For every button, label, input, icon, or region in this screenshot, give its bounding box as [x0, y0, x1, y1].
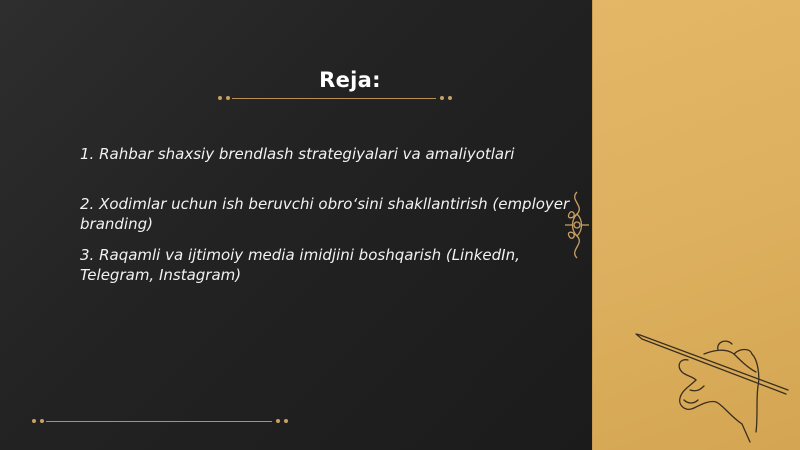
bottom-rule [46, 421, 272, 422]
list-item: 3. Raqamli va ijtimoiy media imidjini boshqarish (LinkedIn, Telegram, Instagram) [80, 246, 520, 284]
title-underline-dot-right [440, 96, 444, 100]
list-item: 2. Xodimlar uchun ish beruvchi obro‘sini shakllantirish (employer branding) [80, 195, 570, 233]
title-underline-dot-left2 [226, 96, 230, 100]
title-underline-dot-left [218, 96, 222, 100]
scroll-ornament-icon [561, 190, 593, 260]
title-underline [232, 98, 436, 99]
bottom-rule-dot-right [276, 419, 280, 423]
title-underline-dot-right2 [448, 96, 452, 100]
slide-title: Reja: [319, 68, 381, 92]
list-item: 1. Rahbar shaxsiy brendlash strategiyalari va amaliyotlari [80, 145, 515, 163]
bottom-rule-dot-left [32, 419, 36, 423]
bottom-rule-dot-left2 [40, 419, 44, 423]
bottom-rule-dot-right2 [284, 419, 288, 423]
hand-with-pen-icon [630, 320, 800, 445]
